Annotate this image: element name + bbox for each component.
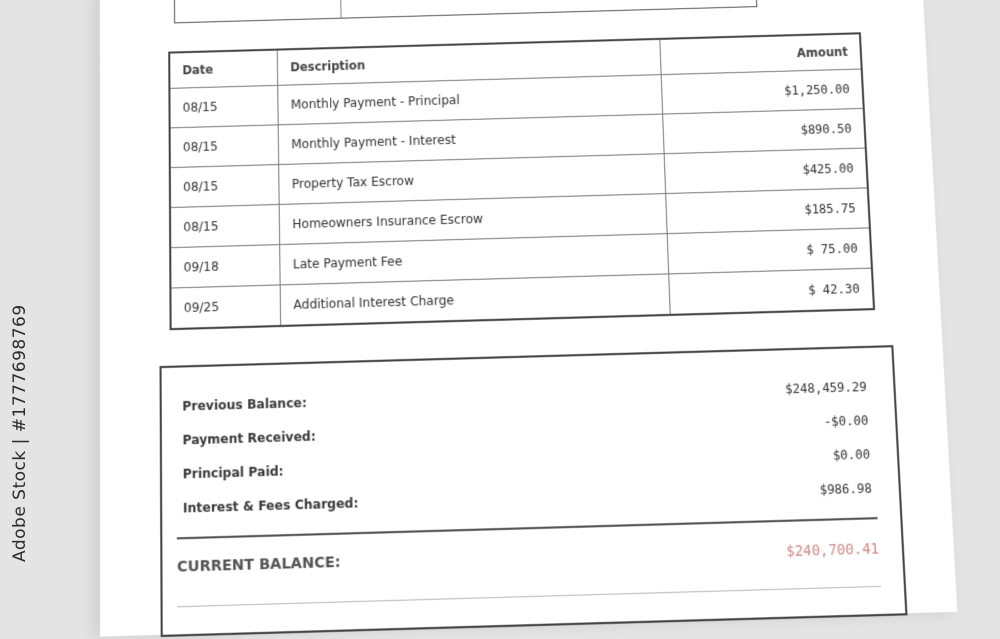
principal-paid-value: $0.00 bbox=[832, 446, 871, 463]
principal-paid-label: Principal Paid: bbox=[182, 463, 284, 482]
current-balance-row bbox=[177, 538, 879, 575]
transactions-table bbox=[168, 32, 875, 330]
row-description: Additional Interest Charge bbox=[280, 274, 670, 326]
row-date: 09/18 bbox=[170, 245, 280, 288]
row-amount: $ 42.30 bbox=[669, 268, 874, 315]
description-column-header: Description bbox=[278, 39, 662, 85]
previous-balance-value: $248,459.29 bbox=[784, 379, 868, 397]
payment-received-row bbox=[182, 413, 868, 447]
interest-fees-label: Interest & Fees Charged: bbox=[182, 495, 359, 516]
statement-page bbox=[100, 0, 958, 637]
row-description: Homeowners Insurance Escrow bbox=[279, 194, 667, 245]
summary-divider bbox=[177, 517, 878, 539]
row-description: Late Payment Fee bbox=[280, 234, 669, 285]
principal-paid-row bbox=[183, 447, 871, 482]
row-amount: $425.00 bbox=[664, 148, 868, 194]
interest-fees-value: $986.98 bbox=[819, 480, 873, 498]
balance-summary-box bbox=[160, 345, 908, 637]
header-box bbox=[174, 0, 757, 23]
previous-balance-label: Previous Balance: bbox=[182, 395, 307, 414]
previous-balance-row bbox=[182, 379, 867, 413]
date-column-header: Date bbox=[169, 50, 278, 89]
payment-received-label: Payment Received: bbox=[182, 428, 316, 448]
row-description: Monthly Payment - Interest bbox=[278, 114, 664, 164]
stock-watermark: Adobe Stock | #1777698769 bbox=[10, 304, 30, 562]
payment-received-value: -$0.00 bbox=[823, 413, 869, 430]
row-date: 08/15 bbox=[170, 125, 279, 168]
amount-column-header: Amount bbox=[660, 33, 862, 74]
row-amount: $185.75 bbox=[666, 188, 870, 234]
bottom-divider bbox=[177, 586, 881, 607]
row-date: 08/15 bbox=[170, 204, 280, 247]
row-date: 08/15 bbox=[169, 85, 278, 128]
current-balance-label: CURRENT BALANCE: bbox=[176, 554, 341, 576]
interest-fees-row bbox=[183, 481, 872, 516]
row-date: 09/25 bbox=[170, 285, 281, 329]
row-description: Monthly Payment - Principal bbox=[278, 75, 663, 125]
row-amount: $890.50 bbox=[663, 108, 866, 153]
row-amount: $1,250.00 bbox=[661, 69, 864, 114]
current-balance-value: $240,700.41 bbox=[785, 540, 880, 561]
row-amount: $ 75.00 bbox=[667, 228, 872, 274]
row-date: 08/15 bbox=[170, 165, 280, 208]
row-description: Property Tax Escrow bbox=[279, 154, 666, 205]
